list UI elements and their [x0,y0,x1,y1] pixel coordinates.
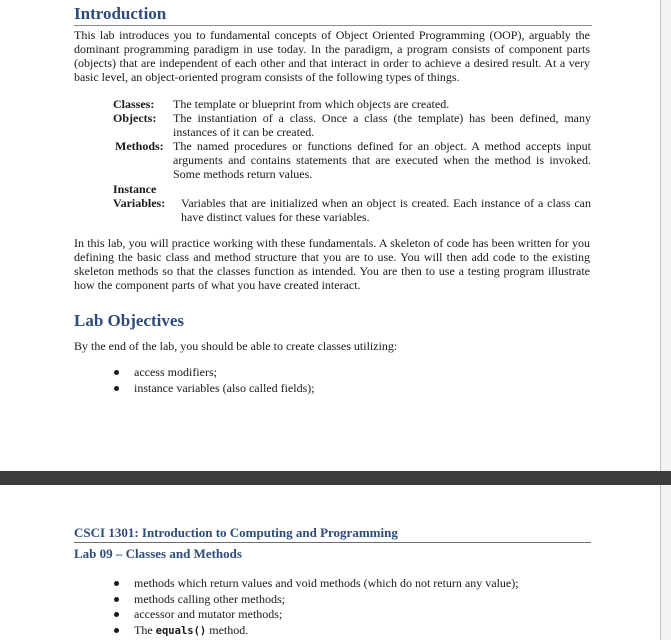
bullet-icon [114,581,119,586]
desc-objects: The instantiation of a class. Once a class (the template) has been defined, many instances of it can be created. [173,111,591,139]
lab-objectives-intro: By the end of the lab, you should be able to create classes utilizing: [74,339,398,353]
desc-classes: The template or blueprint from which objects are created. [173,97,450,111]
introduction-heading: Introduction [74,4,592,26]
term-classes: Classes: [113,97,155,111]
definition-classes [113,97,591,111]
objectives-list-page2 [112,576,519,639]
equals-code: equals() [155,624,207,637]
term-objects: Objects: [113,111,157,125]
desc-instance-variables: Variables that are initialized when an object is created. Each instance of a class can have distinct values for these variables. [181,196,591,224]
term-instance: Instance [113,182,157,196]
list-item: The equals() method. [112,623,519,640]
list-item: instance variables (also called fields); [112,381,315,397]
course-header: CSCI 1301: Introduction to Computing and Programming [74,525,591,543]
lab-paragraph: In this lab, you will practice working with these fundamentals. A skeleton of code has been written for you defining the basic class and method structure that you are to use. You will then add code to the existing skeleton methods so that the classes function as intended. You are then to use a testing program illustrate how the component parts of what you have created interact. [74,236,590,292]
definitions-list [113,97,591,224]
document-page-2 [0,485,661,640]
bullet-icon [114,370,119,375]
list-item: methods which return values and void methods (which do not return any value); [112,576,519,592]
lab-objectives-heading: Lab Objectives [74,311,185,330]
definition-instance-variables [113,196,591,224]
definition-objects [113,111,591,139]
bullet-icon [114,597,119,602]
list-item: access modifiers; [112,365,315,381]
bullet-icon [114,628,119,633]
list-item: methods calling other methods; [112,592,519,608]
introduction-paragraph: This lab introduces you to fundamental concepts of Object Oriented Programming (OOP), arguably the dominant programming paradigm in use today. In the paradigm, a program consists of component parts (objects) that are independent of each other and that interact in order to achieve a desired result. At a very basic level, an object-oriented program consists of the following types of things. [74,28,590,84]
term-variables: Variables: [113,196,166,210]
desc-methods: The named procedures or functions defined for an object. A method accepts input arguments and contains statements that are executed when the method is invoked. Some methods return values. [173,139,591,181]
term-methods: Methods: [115,139,164,153]
bullet-icon [114,386,119,391]
page-separator [0,471,671,485]
list-item: accessor and mutator methods; [112,607,519,623]
lab-header: Lab 09 – Classes and Methods [74,546,242,561]
objectives-list-page1 [112,365,315,396]
definition-methods [115,139,591,181]
viewer-margin [660,0,671,640]
bullet-icon [114,612,119,617]
